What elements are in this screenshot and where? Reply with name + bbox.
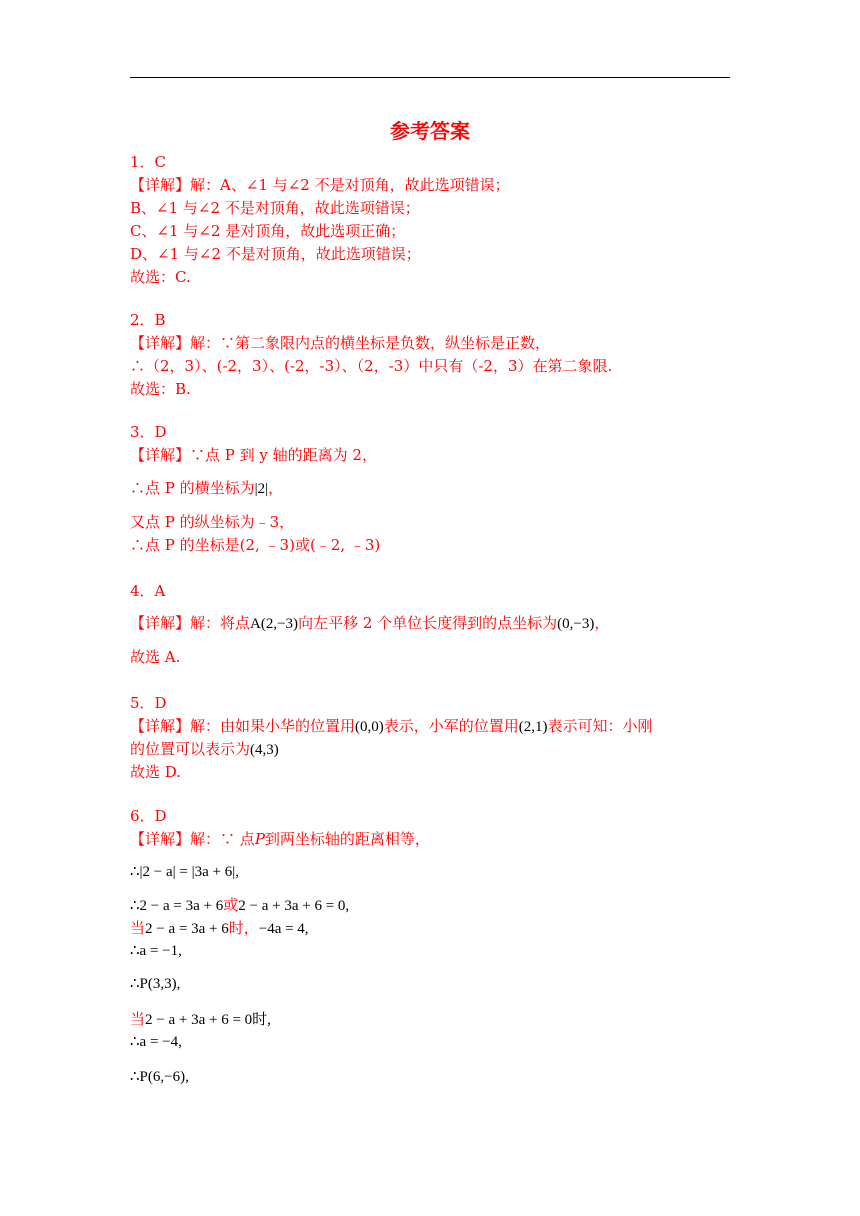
q6-line-1-text-b: 点 — [239, 830, 255, 848]
q1-line-2: B、∠1 与∠2 不是对顶角，故此选项错误； — [130, 199, 420, 217]
header-rule — [130, 77, 730, 78]
q6-math-2c: 2 − a + 3a + 6 = 0, — [238, 898, 350, 914]
q6-point-p: P — [254, 830, 265, 848]
q2-answer: 2．B — [130, 311, 166, 329]
q6-math-5: ∴P(3,3), — [130, 976, 181, 992]
q1-line-3: C、∠1 与∠2 是对顶角，故此选项正确； — [130, 222, 406, 240]
q6-line-1-text-a: 【详解】解：∵ — [130, 830, 236, 848]
q6-math-8: ∴P(6,−6), — [130, 1069, 189, 1085]
q3-line-3: 又点 P 的纵坐标为﹣3， — [130, 513, 295, 531]
q2-line-2: ∴（2，3）、(-2，3）、(-2，-3）、（2，-3）中只有（-2，3）在第二象限. — [130, 357, 613, 375]
q5-line-1-text-a: 【详解】解：由如果小华的位置用 — [130, 717, 356, 735]
q6-line-1-text-c: 到两坐标轴的距离相等， — [264, 830, 430, 848]
q3-line-4: ∴点 P 的坐标是(2, ﹣3)或(﹣2, ﹣3) — [130, 536, 381, 554]
page-title: 参考答案 — [390, 119, 470, 143]
q5-line-2 — [130, 739, 279, 760]
q5-line-1 — [130, 716, 653, 737]
q6-line-7 — [130, 1009, 271, 1030]
q2-line-1: 【详解】解：∵第二象限内点的横坐标是负数，纵坐标是正数， — [130, 334, 551, 352]
q1-line-1: 【详解】解：A、∠1 与∠2 不是对顶角，故此选项错误； — [130, 176, 510, 194]
q3-line-2-text: ∴点 P 的横坐标为 — [130, 479, 255, 497]
q6-math-3b: 2 − a = 3a + 6 — [145, 921, 229, 937]
q5-line-1-text-c: 表示可知：小刚 — [547, 717, 653, 735]
q4-line-1-text-c: ， — [594, 614, 610, 632]
q5-math-xiaohua: (0,0) — [355, 719, 384, 735]
q6-math-7: ∴a = −4, — [130, 1034, 182, 1050]
q1-line-4: D、∠1 与∠2 不是对顶角，故此选项错误； — [130, 245, 421, 263]
q4-line-1 — [130, 613, 609, 634]
q6-line-3 — [130, 895, 349, 916]
q4-line-1-text-a: 【详解】解：将点 — [130, 614, 251, 632]
q6-math-6b: 2 − a + 3a + 6 = 0时, — [145, 1012, 271, 1028]
q1-line-5: 故选：C. — [130, 268, 191, 286]
q6-when-2: 当 — [130, 1010, 146, 1028]
q4-math-point-a: A(2,−3) — [250, 616, 299, 632]
q4-line-2: 故选 A. — [130, 648, 181, 666]
q6-line-4 — [130, 918, 309, 939]
q4-math-result: (0,−3) — [557, 616, 595, 632]
q1-answer: 1．C — [130, 153, 167, 171]
q5-math-xiaojun: (2,1) — [518, 719, 548, 735]
q5-line-1-text-b: 表示，小军的位置用 — [383, 717, 519, 735]
q6-when-1: 当 — [130, 919, 146, 937]
q6-line-1 — [130, 829, 430, 849]
q3-line-1: 【详解】∵点 P 到 y 轴的距离为 2， — [130, 446, 377, 464]
q3-line-2 — [130, 478, 283, 499]
q2-line-3: 故选：B. — [130, 380, 191, 398]
q4-answer: 4．A — [130, 582, 166, 600]
q6-math-1: ∴|2 − a| = |3a + 6|, — [130, 864, 239, 880]
q6-shi-1: 时， — [228, 919, 259, 937]
q6-math-4: ∴a = −1, — [130, 943, 182, 959]
q3-line-2-comma: ， — [268, 479, 284, 497]
q6-math-3d: −4a = 4, — [258, 921, 309, 937]
q5-math-xiaogang: (4,3) — [250, 742, 279, 758]
q5-line-3: 故选 D. — [130, 763, 182, 781]
q3-answer: 3．D — [130, 423, 167, 441]
q5-line-2-text: 的位置可以表示为 — [130, 740, 251, 758]
q6-math-2a: ∴2 − a = 3a + 6 — [130, 898, 224, 914]
q6-answer: 6．D — [130, 807, 167, 825]
q6-or: 或 — [223, 896, 239, 914]
q3-math-abs2: |2| — [254, 481, 269, 497]
q5-answer: 5．D — [130, 694, 167, 712]
q4-line-1-text-b: 向左平移 2 个单位长度得到的点坐标为 — [298, 614, 558, 632]
